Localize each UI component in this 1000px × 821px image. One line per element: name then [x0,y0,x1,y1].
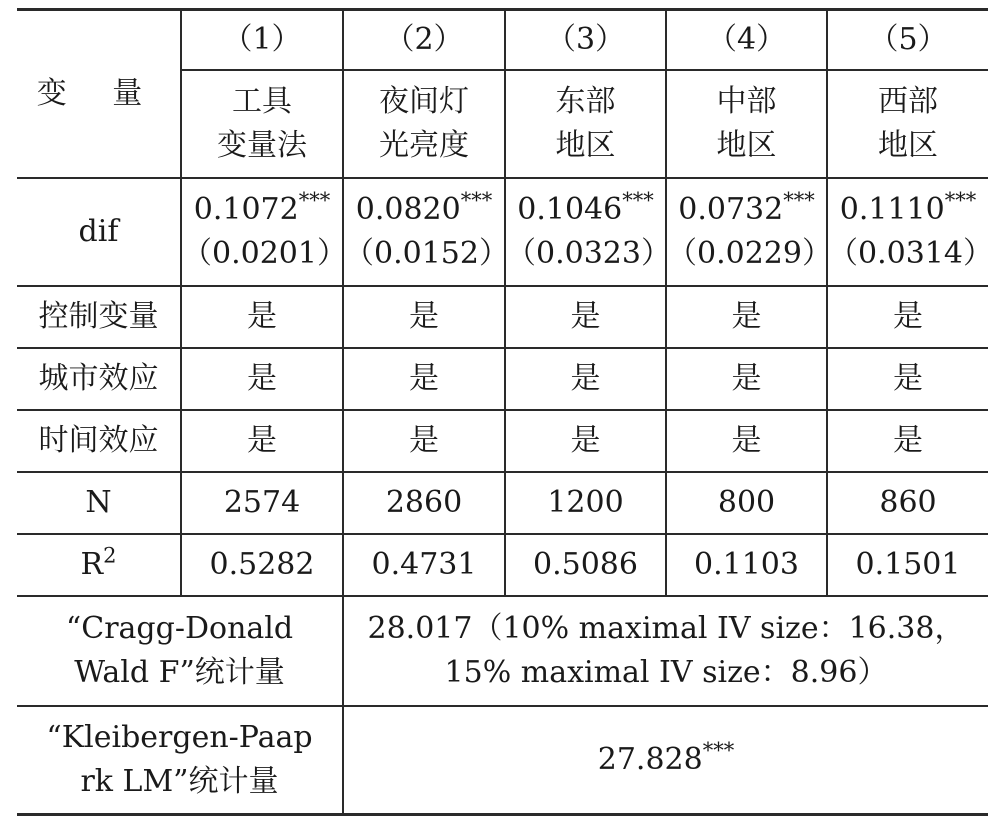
control-variables-row [17,286,988,348]
table-cell: 是 [666,286,827,348]
table-cell: 2574 [181,472,343,534]
table-cell: 0.1501 [827,534,988,596]
header-row-numbers [17,10,988,71]
significance-stars: *** [783,188,815,213]
variable-header-cell [17,10,181,179]
col-name-2-line1: 夜间灯 [379,84,469,119]
table-cell: 是 [666,410,827,472]
cragg-donald-row [17,596,988,706]
dif-cell-3 [505,178,671,286]
table-cell: 是 [827,286,988,348]
significance-stars: *** [622,188,654,213]
dif-se-3: （0.0323） [506,236,671,271]
r-squared-label: $R^2$ [17,534,181,596]
dif-coef-2: 0.0820*** [355,188,493,227]
col-name-1-line2: 变量法 [217,128,307,163]
regression-table-container [17,8,993,816]
col-name-3-line1: 东部 [555,84,616,119]
col-number-3: （3） [505,10,666,71]
table-cell: 是 [181,348,343,410]
col-name-1 [181,70,343,178]
dif-coef-4: 0.0732*** [678,188,815,227]
dif-cell-4 [666,178,832,286]
table-cell: 是 [343,286,505,348]
dif-coef-3: 0.1046*** [517,188,654,227]
dif-row [17,178,988,286]
table-cell: 860 [827,472,988,534]
kleibergen-paap-label [17,706,343,815]
n-row [17,472,988,534]
dif-coef-5: 0.1110*** [839,188,977,227]
table-cell: 2860 [343,472,505,534]
n-label: N [17,472,181,534]
r-squared-row [17,534,988,596]
table-cell: 0.1103 [666,534,827,596]
dif-label: dif [17,178,181,286]
cragg-donald-label-line1: “Cragg-Donald [65,611,294,646]
dif-se-2: （0.0152） [344,236,509,271]
dif-cell-1 [181,178,347,286]
kleibergen-paap-label-line1: “Kleibergen-Paap [46,720,313,755]
cragg-donald-value-line2: 15% maximal IV size：8.96） [444,655,888,690]
time-effect-row [17,410,988,472]
col-name-4-line1: 中部 [716,84,777,119]
significance-stars: *** [298,188,331,213]
kleibergen-paap-value: 27.828*** [343,706,988,815]
col-name-4-line2: 地区 [716,128,777,163]
table-cell: 是 [181,286,343,348]
col-name-5-line2: 地区 [878,128,938,163]
table-cell: 是 [343,410,505,472]
col-name-4 [666,70,827,178]
time-effect-label: 时间效应 [17,410,181,472]
col-name-5-line1: 西部 [878,84,938,119]
cragg-donald-value [343,596,988,706]
table-cell: 800 [666,472,827,534]
control-variables-label: 控制变量 [17,286,181,348]
cragg-donald-label-line2: Wald F”统计量 [74,655,285,690]
significance-stars: *** [702,738,735,763]
table-cell: 是 [343,348,505,410]
table-cell: 0.4731 [343,534,505,596]
kleibergen-paap-row [17,706,988,815]
table-cell: 是 [827,410,988,472]
dif-se-1: （0.0201） [182,236,347,271]
col-name-2 [343,70,505,178]
city-effect-row [17,348,988,410]
table-cell: 是 [666,348,827,410]
table-cell: 是 [827,348,988,410]
col-name-5 [827,70,988,178]
col-number-1: （1） [181,10,343,71]
col-number-4: （4） [666,10,827,71]
dif-se-5: （0.0314） [828,236,993,271]
regression-table [17,8,993,816]
table-cell: 是 [505,286,666,348]
dif-se-4: （0.0229） [667,236,832,271]
col-name-3-line2: 地区 [555,128,616,163]
dif-coef-1: 0.1072*** [193,188,331,227]
col-name-3 [505,70,666,178]
table-cell: 0.5086 [505,534,666,596]
table-cell: 0.5282 [181,534,343,596]
significance-stars: *** [944,188,977,213]
table-cell: 是 [181,410,343,472]
dif-cell-5 [827,178,993,286]
col-name-2-line2: 光亮度 [379,128,469,163]
kleibergen-paap-label-line2: rk LM”统计量 [80,764,279,799]
dif-cell-2 [343,178,509,286]
col-number-5: （5） [827,10,988,71]
table-cell: 是 [505,410,666,472]
variable-header-label: 变 量 [36,76,161,111]
table-cell: 1200 [505,472,666,534]
col-name-1-line1: 工具 [232,84,292,119]
cragg-donald-label [17,596,343,706]
cragg-donald-value-line1: 28.017（10% maximal IV size：16.38， [367,611,965,646]
city-effect-label: 城市效应 [17,348,181,410]
table-cell: 是 [505,348,666,410]
significance-stars: *** [460,188,493,213]
col-number-2: （2） [343,10,505,71]
